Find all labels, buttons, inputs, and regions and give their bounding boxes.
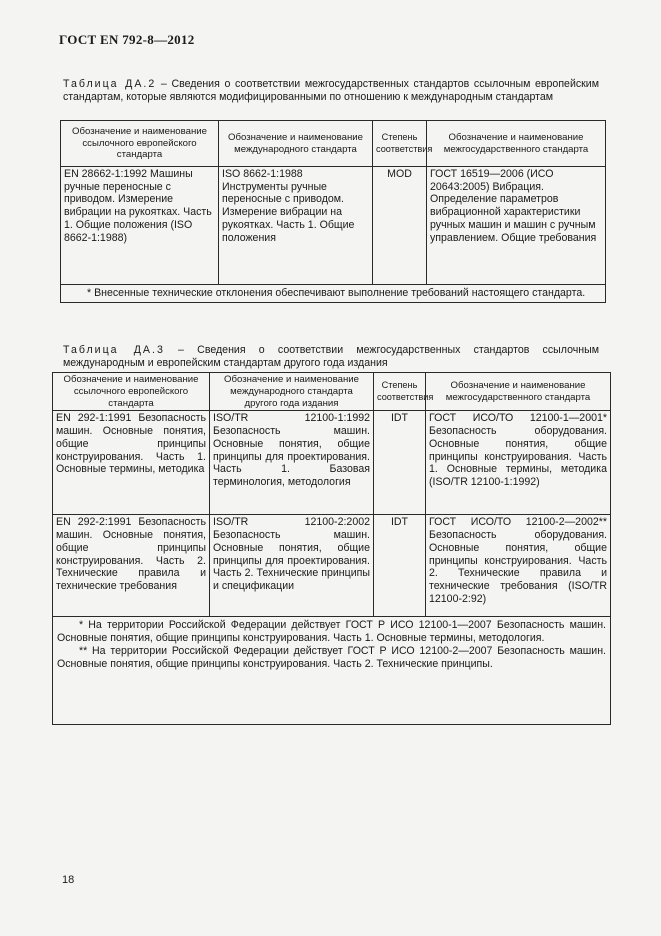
table2-label: Таблица ДА.2 — [63, 78, 157, 90]
table3 — [52, 372, 611, 725]
table3-row2-interstate: ГОСТ ИСО/ТО 12100-2—2002** Безопасность оборудования. Основные понятия, общие принципы конструирования. Часть 2. Технические правила и технические требования (ISO/TR 12100-2:92) — [426, 515, 611, 617]
table3-row1-international: ISO/TR 12100-1:1992 Безопасность машин. Основные понятия, общие принципы для проектирования. Часть 1. Базовая терминология, методология — [210, 411, 374, 515]
table3-header-international: Обозначение и наименование международного стандарта другого года издания — [210, 373, 374, 411]
table3-title: – Сведения о соответствии межгосударственных стандартов ссылочным международным и европейским стандартам другого года издания — [63, 344, 599, 369]
table3-row1-degree: IDT — [374, 411, 426, 515]
table2-header-row — [61, 121, 606, 167]
table2-header-degree: Степень соответствия — [373, 121, 427, 167]
page-number: 18 — [62, 874, 75, 886]
table3-header-interstate: Обозначение и наименование межгосударственного стандарта — [426, 373, 611, 411]
table3-row1-european: EN 292-1:1991 Безопасность машин. Основные понятия, общие принципы конструирования. Часть 1. Основные термины, методика — [53, 411, 210, 515]
table-row — [53, 411, 611, 515]
table2-footnote-row — [61, 285, 606, 303]
table-row — [61, 167, 606, 285]
table2-footnote: * Внесенные технические отклонения обеспечивают выполнение требований настоящего стандарта. — [87, 287, 586, 299]
table3-footnote-2: ** На территории Российской Федерации действует ГОСТ Р ИСО 12100-2—2007 Безопасность машин. Основные понятия, общие принципы конструирования. Часть 2. Технические принципы. — [57, 644, 606, 670]
table3-label: Таблица ДА.3 — [63, 344, 165, 356]
table2-cell-interstate: ГОСТ 16519—2006 (ИСО 20643:2005) Вибрация. Определение параметров вибрационной характеристики ручных машин и машин с ручным управлением. Общие требования — [427, 167, 606, 285]
table2-cell-international: ISO 8662-1:1988 Инструменты ручные переносные с приводом. Измерение вибрации на рукоятках. Часть 1. Общие положения — [219, 167, 373, 285]
table3-row2-european: EN 292-2:1991 Безопасность машин. Основные понятия, общие принципы конструирования. Часть 2. Технические правила и технические требования — [53, 515, 210, 617]
table3-header-european: Обозначение и наименование ссылочного европейского стандарта — [53, 373, 210, 411]
table3-footnote-row — [53, 617, 611, 725]
table3-row2-degree: IDT — [374, 515, 426, 617]
table2 — [60, 120, 606, 303]
table3-header-row — [53, 373, 611, 411]
table2-caption — [63, 78, 599, 104]
table3-footnote-1: * На территории Российской Федерации действует ГОСТ Р ИСО 12100-1—2007 Безопасность машин. Основные понятия, общие принципы конструирования. Часть 1. Основные термины, методология. — [57, 619, 606, 645]
table2-cell-european: EN 28662-1:1992 Машины ручные переносные с приводом. Измерение вибрации на рукоятках. Часть 1. Общие положения (ISO 8662-1:1988) — [61, 167, 219, 285]
table3-caption — [63, 344, 599, 370]
table2-cell-degree: MOD — [373, 167, 427, 285]
table-row — [53, 515, 611, 617]
document-header: ГОСТ EN 792-8—2012 — [59, 32, 195, 47]
table3-header-degree: Степень соответствия — [374, 373, 426, 411]
table2-title: – Сведения о соответствии межгосударственных стандартов ссылочным европейским стандартам, которые являются модифицированными по отношению к международным стандартам — [63, 78, 599, 103]
table2-header-interstate: Обозначение и наименование межгосударственного стандарта — [427, 121, 606, 167]
table2-header-international: Обозначение и наименование международного стандарта — [219, 121, 373, 167]
table3-row2-international: ISO/TR 12100-2:2002 Безопасность машин. Основные понятия, общие принципы для проектирования. Часть 2. Технические принципы и спецификации — [210, 515, 374, 617]
table3-row1-interstate: ГОСТ ИСО/ТО 12100-1—2001* Безопасность оборудования. Основные понятия, общие принципы конструирования. Часть 1. Основные термины, методика (ISO/TR 12100-1:1992) — [426, 411, 611, 515]
table2-header-european: Обозначение и наименование ссылочного европейского стандарта — [61, 121, 219, 167]
